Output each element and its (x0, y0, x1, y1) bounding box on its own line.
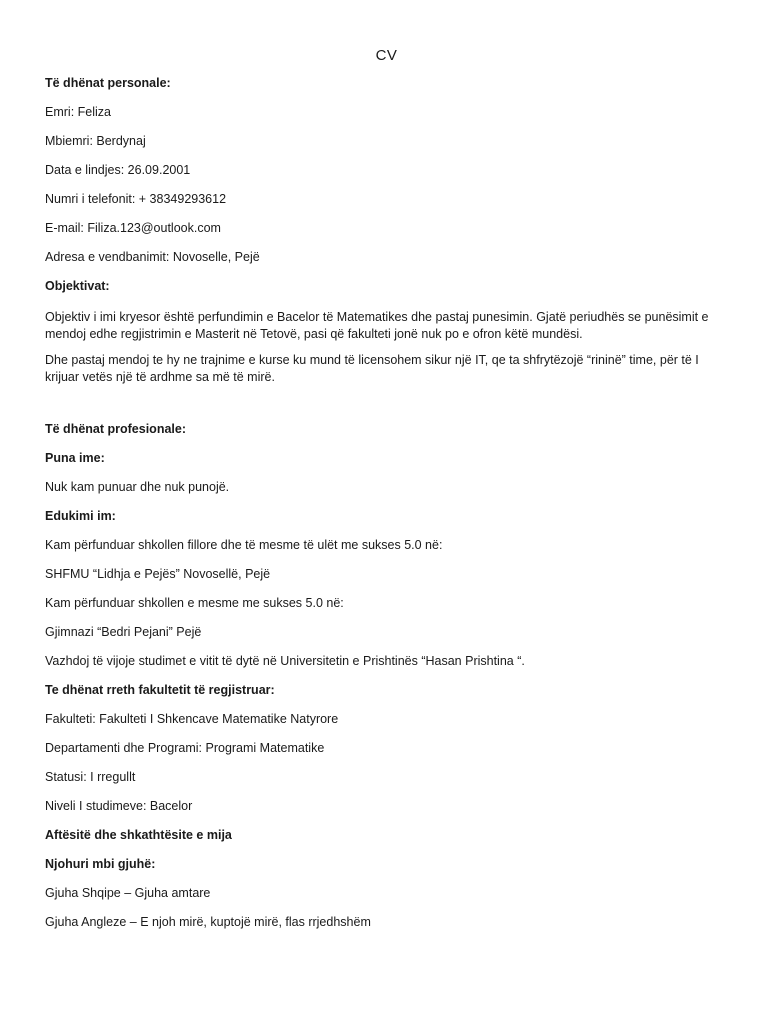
professional-heading: Të dhënat profesionale: (45, 422, 186, 436)
home-address: Adresa e vendbanimit: Novoselle, Pejë (45, 250, 260, 264)
skills-heading: Aftësitë dhe shkathtësite e mija (45, 828, 232, 842)
document-title: CV (375, 47, 398, 64)
education-line-4: Gjimnazi “Bedri Pejani” Pejë (45, 625, 202, 639)
education-heading: Edukimi im: (45, 509, 116, 523)
personal-heading: Të dhënat personale: (45, 76, 171, 90)
education-line-2: SHFMU “Lidhja e Pejës” Novosellë, Pejë (45, 567, 271, 581)
faculty-status: Statusi: I rregullt (45, 770, 136, 784)
faculty-name: Fakulteti: Fakulteti I Shkencave Matematike Natyrore (45, 712, 339, 726)
languages-heading: Njohuri mbi gjuhë: (45, 857, 156, 871)
last-name: Mbiemri: Berdynaj (45, 134, 146, 148)
faculty-heading: Te dhënat rreth fakultetit të regjistruar: (45, 683, 275, 697)
language-english: Gjuha Angleze – E njoh mirë, kuptojë mirë, flas rrjedhshëm (45, 915, 371, 929)
education-line-5: Vazhdoj të vijoje studimet e vitit të dytë në Universitetin e Prishtinës “Hasan Prishtina “. (45, 654, 525, 668)
objectives-paragraph-2: Dhe pastaj mendoj te hy ne trajnime e kurse ku mund të licensohem sikur një IT, qe ta shfrytëzojë “rininë” time, për të I krijuar vetës një të ardhme sa më të mirë. (45, 353, 699, 384)
language-albanian: Gjuha Shqipe – Gjuha amtare (45, 886, 211, 900)
education-line-3: Kam përfunduar shkollen e mesme me sukses 5.0 në: (45, 596, 344, 610)
phone-number: Numri i telefonit: + 38349293612 (45, 192, 227, 206)
education-line-1: Kam përfunduar shkollen fillore dhe të mesme të ulët me sukses 5.0 në: (45, 538, 443, 552)
work-heading: Puna ime: (45, 451, 105, 465)
faculty-level: Niveli I studimeve: Bacelor (45, 799, 193, 813)
work-text: Nuk kam punuar dhe nuk punojë. (45, 480, 230, 494)
section-spacer (45, 395, 728, 423)
faculty-department: Departamenti dhe Programi: Programi Matematike (45, 741, 325, 755)
objectives-paragraph-1: Objektiv i imi kryesor është perfundimin e Bacelor të Matematikes dhe pastaj punesimin. Gjatë periudhës se punësimit e mendoj edhe regjistrimin e Masterit në Tetovë, pasi që fakulteti jonë nuk po e ofron këtë mundësi. (45, 310, 709, 341)
objectives-heading: Objektivat: (45, 279, 110, 293)
birth-date: Data e lindjes: 26.09.2001 (45, 163, 191, 177)
first-name: Emri: Feliza (45, 105, 111, 119)
email-address: E-mail: Filiza.123@outlook.com (45, 221, 221, 235)
